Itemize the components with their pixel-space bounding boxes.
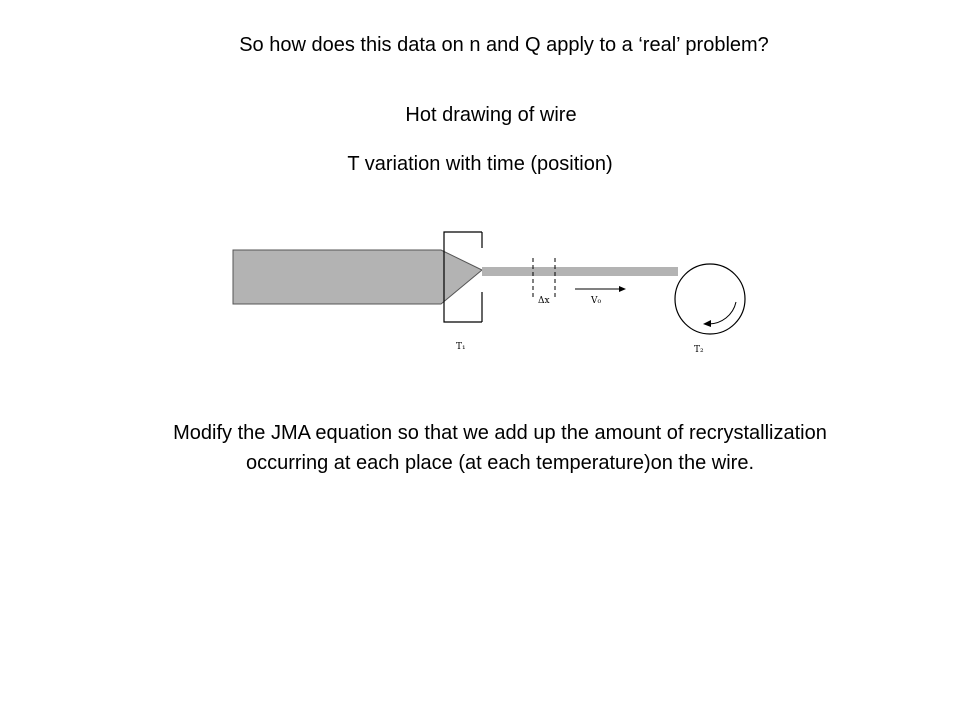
slide-question: So how does this data on n and Q apply to a ‘real’ problem? — [239, 34, 769, 56]
delta-x-markers — [533, 258, 555, 300]
velocity-arrow — [575, 286, 626, 292]
label-v0: V₀ — [591, 296, 602, 306]
label-t2: T₂ — [694, 345, 704, 355]
label-t1: T₁ — [456, 342, 466, 352]
slide-subtitle-hot-drawing: Hot drawing of wire — [405, 104, 577, 126]
label-delta-x: Δx — [538, 296, 550, 306]
drawn-wire — [482, 267, 678, 276]
slide-caption: Modify the JMA equation so that we add up the amount of recrystallization occurring at each place (at each temperature)on the wire. — [173, 422, 827, 474]
wire-rod — [233, 250, 482, 304]
slide-subtitle-temperature-variation: T variation with time (position) — [347, 153, 613, 175]
